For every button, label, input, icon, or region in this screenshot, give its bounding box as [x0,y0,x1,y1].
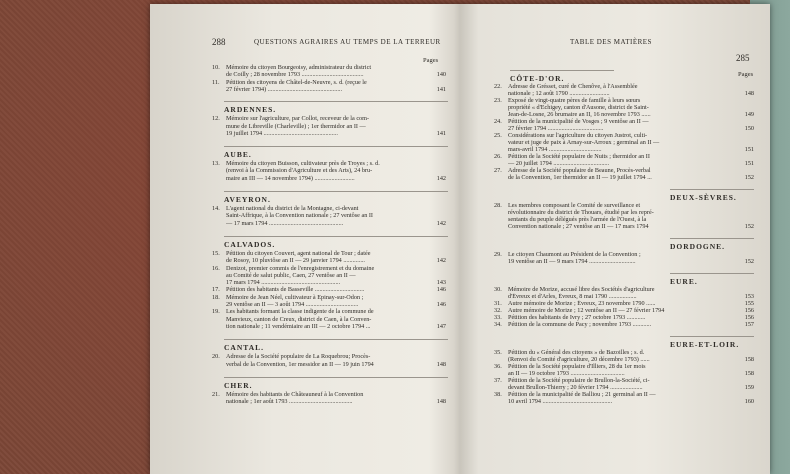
entry-number: 19. [212,308,220,316]
entry-number: 35. [494,349,502,356]
page-number: 288 [212,37,226,47]
department-heading: DEUX-SÈVRES. [670,189,754,202]
entry-number: 31. [494,300,502,307]
entry-number: 27. [494,167,502,174]
entry-text: tion nationale ; 11 vendémiaire an III — 2 octobre 1794 ... [226,322,371,330]
entry-text: Adresse de Grésset, curé de Chenôve, à l'Assemblée [508,83,638,90]
page-number: 285 [736,53,750,63]
entry-page-ref: 155 [744,300,754,307]
entry-text: Pétition des citoyens de Châtel-de-Neuvre, s. d. (reçue le [226,78,367,86]
entry-text: (Renvoi du Comité d'agriculture, 20 décembre 1793) ...... [508,356,650,363]
entry-text: Mémoire des habitants de Châteauneuf à la Convention [226,390,364,398]
entry-text: Pétition de la Société populaire de Brullon-la-Société, ci- [508,377,650,384]
entry-text: mune de Libreville (Charleville) ; 1er thermidor an II — [226,122,366,130]
entry-text: Le citoyen Chaumont au Président de la Convention ; [508,251,641,258]
entry-page-ref: 151 [744,146,754,153]
entry-text: an II — 19 octobre 1793 ................................... [508,370,625,377]
entry-text: — 17 mars 1794 ................................................ [226,219,344,227]
entry-text: Pétition de la Société populaire de Nuits ; thermidor an II [508,153,650,160]
entry-number: 11. [212,78,220,86]
entry-page-ref: 156 [744,314,754,321]
entry-text: 29 ventôse an II — 3 août 1794 .................................. [226,301,359,308]
entry-page-ref: 142 [436,174,446,182]
entry-text: L'agent national du district de la Montagne, ci-devant [226,205,359,212]
entry-number: 33. [494,314,502,321]
entry-number: 28. [494,202,502,209]
entry-page-ref: 149 [744,111,754,118]
entry-text: Les membres composant le Comité de surveillance et [508,202,641,209]
entry-text: mars-avril 1794 .................................. [508,146,602,153]
entry-page-ref: 148 [744,90,754,97]
entry-text: Pétition des habitants de Ivry ; 27 octobre 1793 ............ [508,314,646,321]
entry-text: Pétition du citoyen Couvert, agent national de Tour ; datée [226,249,371,257]
entry-number: 16. [212,264,220,272]
entry-page-ref: 152 [744,223,754,230]
pages-label: Pages [738,71,754,78]
entry-text: verbal de la Convention, 1er messidor an II — 19 juin 1794 [226,360,374,368]
entry-text: Les habitants formant la classe indigente de la commune de [226,308,374,316]
entry-text: (renvoi à la Commission d'Agriculture et des Arts), 24 bru- [226,167,373,175]
entry-page-ref: 151 [744,160,754,167]
entry-number: 25. [494,132,502,139]
entry-text: Mémoire du citoyen Buisson, cultivateur près de Troyes ; s. d. [226,160,380,168]
entry-number: 23. [494,97,502,104]
entry-text: Mémoire de Jean Néel, cultivateur à Epinay-sur-Odon ; [226,293,364,301]
entry-text: nationale ; 1er août 1793 ......................................... [226,398,353,406]
department-heading: DORDOGNE. [670,238,754,251]
entry-number: 21. [212,390,220,398]
entry-number: 34. [494,321,502,328]
entry-page-ref: 158 [744,356,754,363]
entry-number: 18. [212,293,220,301]
department-heading: EURE-ET-LOIR. [670,336,754,349]
entry-page-ref: 146 [436,286,446,294]
entry-page-ref: 148 [436,398,446,406]
entry-text: 27 février 1794) ................................................ [226,85,343,93]
entry-text: 19 juillet 1794 ................................................ [226,129,338,137]
entry-text: Saint-Affrique, à la Convention nationale ; 27 ventôse an II [226,212,373,220]
entry-text: Autre mémoire de Morize ; 12 ventôse an II — 27 février 1794 [508,307,665,314]
entry-number: 30. [494,286,502,293]
pages-label: Pages [423,57,439,64]
left-page [150,4,455,474]
entry-text: Pétition du « Général des citoyens » de Bazoilles ; s. d. [508,349,645,356]
department-heading: ARDENNES. [224,101,448,114]
entry-text: maire an III — 14 novembre 1794) .......................... [226,174,355,182]
entry-text: Adresse de la Société populaire de Beaune, Procès-verbal [508,167,651,174]
entry-text: sentants du peuple délégués près l'armée de l'Ouest, à la [508,216,647,223]
entry-page-ref: 157 [744,321,754,328]
entry-text: 27 février 1794 .................................... [508,125,604,132]
running-head: TABLE DES MATIÈRES [570,38,652,46]
entry-text: Manvieux, canton de Creux, district de Caen, à la Conven- [226,315,372,323]
entry-page-ref: 158 [744,370,754,377]
department-heading: AVEYRON. [224,191,448,204]
entry-page-ref: 160 [744,398,754,405]
entry-number: 36. [494,363,502,370]
entry-page-ref: 147 [436,322,446,330]
department-heading: AUBE. [224,146,448,159]
entry-text: au Comité de salut public, Caen, 27 ventôse an II — [226,271,356,279]
entry-text: Exposé de vingt-quatre pères de famille à leurs sœurs [508,97,641,104]
entry-text: nationale ; 12 août 1790 .......................... [508,90,610,97]
entry-text: Mémoire du citoyen Bourgeoisy, administrateur du district [226,64,372,71]
entry-text: 10 avril 1794 ............................................. [508,398,613,405]
entry-page-ref: 146 [436,301,446,308]
entry-text: d'Évreux et d'Arles, Évreux, 8 mai 1790 .................. [508,293,637,300]
entry-number: 12. [212,115,220,123]
entry-number: 13. [212,160,220,168]
entry-number: 10. [212,64,220,71]
entry-text: Autre mémoire de Morize ; Évreux, 23 novembre 1790 ...... [508,300,656,307]
entry-text: devant Brullon-Thierry ; 20 février 1794 ..................... [508,384,643,391]
entry-page-ref: 142 [436,257,446,265]
entry-number: 17. [212,286,220,294]
entry-page-ref: 141 [436,85,446,93]
entry-text: Pétition de la commune de Pacy ; novembre 1793 ............ [508,321,652,328]
entry-page-ref: 150 [744,125,754,132]
entry-page-ref: 153 [744,293,754,300]
entry-text: Pétition de la Société populaire d'Illiers, 28 du 1er mois [508,363,646,370]
entry-text: de la Convention, 1er thermidor an II — 19 juillet 1794 ... [508,174,652,181]
entry-text: Pétition de la municipalité de Vosges ; 9 ventôse an II — [508,118,649,125]
entry-number: 14. [212,205,220,212]
entry-number: 26. [494,153,502,160]
department-heading: CALVADOS. [224,236,448,249]
entry-number: 20. [212,353,220,361]
entry-page-ref: 143 [436,279,446,287]
entry-text: de Coilly ; 28 novembre 1793 ........................................ [226,71,364,79]
entry-text: Pétition de la municipalité de Balliou ; 21 germinal an II — [508,391,656,398]
entry-number: 15. [212,249,220,257]
entry-text: 17 mars 1794 ................................................... [226,279,341,287]
department-heading: CÔTE-D'OR. [510,70,614,83]
entry-page-ref: 142 [436,219,446,227]
running-head: QUESTIONS AGRAIRES AU TEMPS DE LA TERREUR [254,38,441,46]
entry-text: Mémoire sur l'agriculture, par Collot, receveur de la com- [226,115,370,123]
open-book [150,4,770,474]
entry-page-ref: 156 [744,307,754,314]
entry-text: 19 ventôse an II — 9 mars 1794 .............................. [508,258,636,265]
entry-text: Denizot, premier commis de l'enregistrement et du domaine [226,264,375,272]
entry-number: 22. [494,83,502,90]
entry-text: vateur et juge de paix à Arnay-sur-Arroux ; germinal an II — [508,139,660,146]
entry-text: Adresse de la Société populaire de La Roquebrou; Procès- [226,353,371,361]
entry-page-ref: 159 [744,384,754,391]
entry-text: Convention nationale ; 27 ventôse an II — 17 mars 1794 [508,223,649,230]
entry-page-ref: 148 [436,360,446,368]
entry-text: Jean-de-Losne, 26 brumaire an II, 16 novembre 1793 ...... [508,111,651,118]
entry-number: 24. [494,118,502,125]
entry-text: propriété « d'Echigey, canton d'Ausone, district de Saint- [508,104,649,111]
entry-text: Considérations sur l'agriculture du citoyen Justrot, culti- [508,132,648,139]
entry-text: Pétition des habitants de Basseville ................................ [226,286,365,294]
entry-number: 37. [494,377,502,384]
entry-page-ref: 141 [436,129,446,137]
department-heading: CHER. [224,377,448,390]
department-heading: CANTAL. [224,339,448,352]
entry-page-ref: 152 [744,258,754,265]
entry-text: révolutionnaire du district de Thouars, étudié par les repré- [508,209,654,216]
entry-text: de Rosoy, 10 pluviôse an II — 29 janvier 1794 .............. [226,257,365,265]
entry-number: 29. [494,251,502,258]
department-heading: EURE. [670,273,754,286]
entry-number: 32. [494,307,502,314]
right-page [468,4,770,474]
entry-text: — 20 juillet 1794 .................................... [508,160,610,167]
entry-page-ref: 140 [436,71,446,79]
entry-page-ref: 152 [744,174,754,181]
entry-text: Mémoire de Morize, accusé libre des Sociétés d'agriculture [508,286,655,293]
entry-number: 38. [494,391,502,398]
